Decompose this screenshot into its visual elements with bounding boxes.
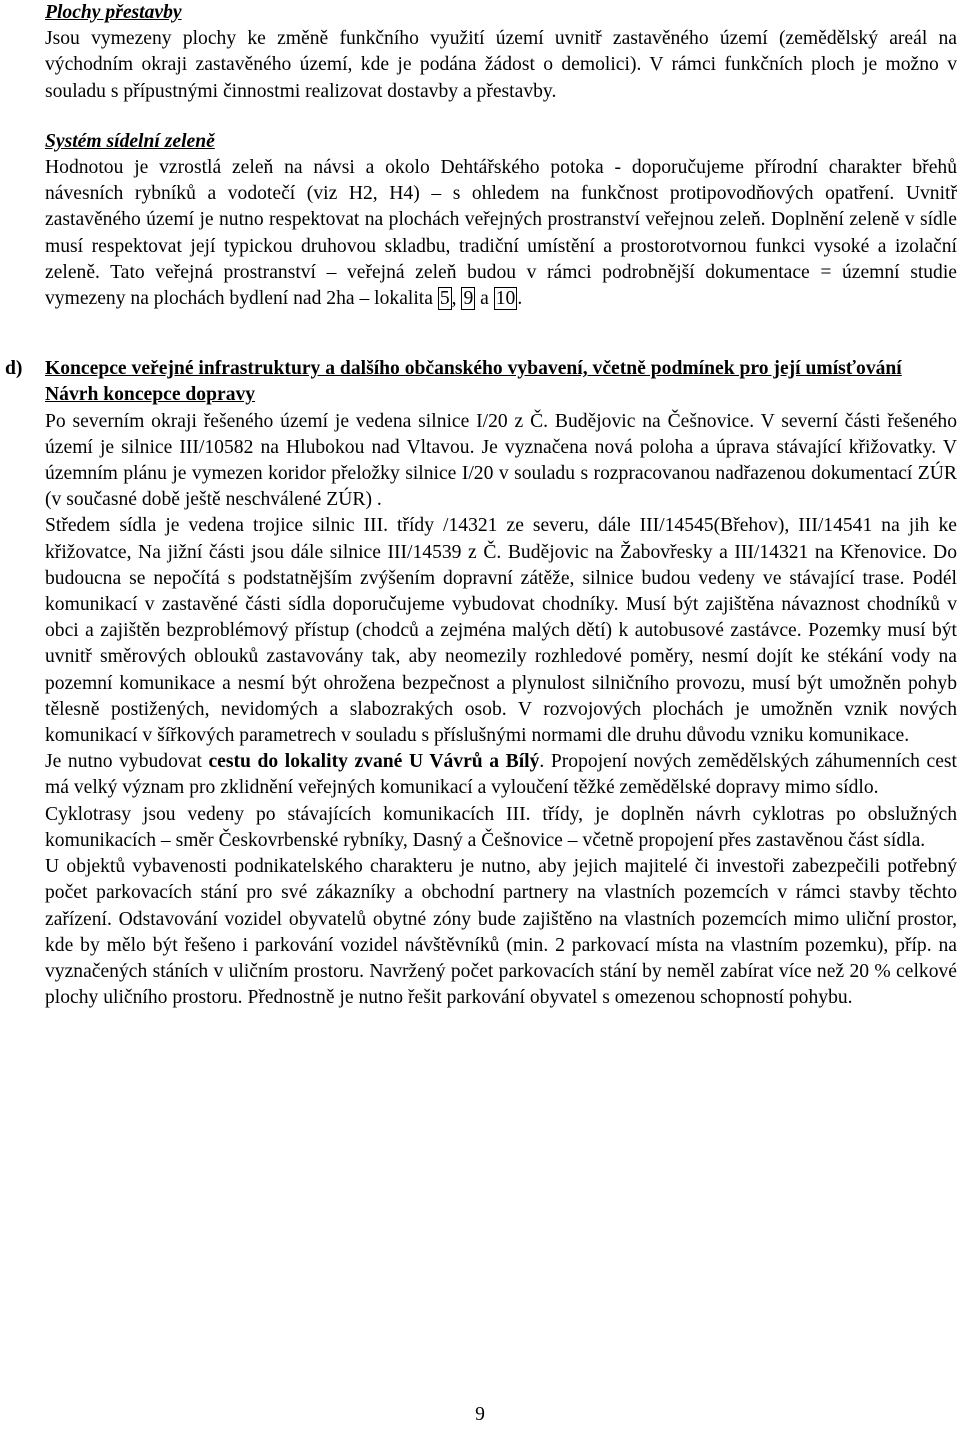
section-d — [5, 356, 957, 1011]
paragraph: Hodnotou je vzrostlá zeleň na návsi a okolo Dehtářského potoka - doporučujeme přírodní charakter břehů návesních rybníků a vodotečí (viz H2, H4) – s ohledem na funkčnost protipovodňových opatření. Uvnitř zastavěného území je nutno respektovat na plochách veřejných prostranství veřejnou zeleň. Doplnění zeleně v sídle musí respektovat její typickou druhovou skladbu, tradiční umístění a prostorotvornou funkci vysoké a izolační zeleně. Tato veřejná prostranství – veřejná zeleň budou v rámci podrobnější dokumentace = územní studie vymezeny na plochách bydlení nad 2ha – lokalita — [45, 157, 957, 310]
section-plochy-prestavby — [45, 0, 957, 105]
section-heading: Koncepce veřejné infrastruktury a dalšího občanského vybavení, včetně podmínek pro její umísťování — [45, 358, 902, 380]
locality-ref-5: 5 — [439, 288, 450, 310]
paragraph: Po severním okraji řešeného území je vedena silnice I/20 z Č. Budějovic na Češnovice. V severní části řešeného území je silnice III/10582 na Hlubokou nad Vltavou. Je vyznačena nová poloha a úprava stávající křižovatky. V územním plánu je vymezen koridor přeložky silnice I/20 v souladu s rozpracovanou nadřazenou dokumentací ZÚR (v současné době ještě neschválené ZÚR) . — [45, 410, 957, 511]
bold-phrase: cestu do lokality zvané U Vávrů a Bílý — [208, 751, 540, 773]
page-number: 9 — [475, 1404, 485, 1425]
section-heading: Plochy přestavby — [45, 2, 182, 23]
section-letter: d) — [5, 358, 23, 380]
paragraph: Středem sídla je vedena trojice silnic III. třídy /14321 ze severu, dále III/14545(Břehov), III/14541 na jih ke křižovatce, Na jižní části jsou dále silnice III/14539 z Č. Budějovic na Žabovřesky a III/14321 na Křenovice. Do budoucna se nepočítá s podstatnějším zvýšením dopravní zátěže, silnice budou vedeny ve stávající trase. Podél komunikací v zastavěné části sídla doporučujeme vybudovat chodníky. Musí být zajištěna návaznost chodníků v obci a zajištěn bezproblémový přístup (chodců a zejména malých dětí) k autobusové zastávce. Pozemky musí být uvnitř směrových oblouků zastavovány tak, aby neomezily rozhledové poměry, nesmí dojít ke stékání vody na pozemní komunikace a nesmí být ohrožena bezpečnost a plynulost silničního provozu, musí být umožněn pohyb tělesně postižených, nevidomých a slabozrakých osob. V rozvojových plochách je umožněn vznik nových komunikací v šířkových parametrech v souladu s příslušnými normami dle druhu důvodu vzniku komunikace. — [45, 515, 957, 747]
locality-ref-10: 10 — [495, 288, 516, 310]
paragraph: Je nutno vybudovat cestu do lokality zvané U Vávrů a Bílý. Propojení nových zemědělských záhumenních cest má velký význam pro zklidnění veřejných komunikací a vyloučení těžké zemědělské dopravy mimo sídlo. — [45, 751, 957, 799]
locality-ref-9: 9 — [463, 288, 474, 310]
section-heading: Systém sídelní zeleně — [45, 130, 215, 152]
paragraph: U objektů vybavenosti podnikatelského charakteru je nutno, aby jejich majitelé či investoři zabezpečili potřebný počet parkovacích stání pro své zákazníky a obchodní partnery na vlastních pozemcích v rámci stavby těchto zařízení. Odstavování vozidel obyvatelů obytné zóny bude zajištěno na vlastních pozemcích mimo uliční prostor, kde by mělo být řešeno i parkování vozidel návštěvníků (min. 2 parkovací místa na vlastním pozemku), příp. na vyznačených stáních v uličním prostoru. Navržený počet parkovacích stání by neměl zabírat více než 20 % celkové plochy uličního prostoru. Přednostně je nutno řešit parkování obyvatel s omezenou schopností pohybu. — [45, 856, 957, 1009]
paragraph: Cyklotrasy jsou vedeny po stávajících komunikacích III. třídy, je doplněn návrh cyklotras po obslužných komunikacích – směr Českovrbenské rybníky, Dasný a Češnovice – včetně propojení přes zastavěnou část sídla. — [45, 803, 957, 851]
document-page — [5, 0, 957, 1011]
paragraph: Jsou vymezeny plochy ke změně funkčního využití území uvnitř zastavěného území (zemědělský areál na východním okraji zastavěného území, kde je podána žádost o demolici). V rámci funkčních ploch je možno v souladu s přípustnými činnostmi realizovat dostavby a přestavby. — [45, 28, 957, 102]
subsection-heading: Návrh koncepce dopravy — [45, 384, 256, 406]
section-system-sidelni-zelene: Systém sídelní zeleně Hodnotou je vzrostlá zeleň na návsi a okolo Dehtářského potoka - doporučujeme přírodní charakter břehů návesních rybníků a vodotečí (viz H2, H4) – s ohledem na funkčnost protipovodňových opatření. Uvnitř zastavěného území je nutno respektovat na plochách veřejných prostranství veřejnou zeleň. Doplnění zeleně v sídle musí respektovat její typickou druhovou skladbu, tradiční umístění a prostorotvornou funkci vysoké a izolační zeleně. Tato veřejná prostranství – veřejná zeleň budou v rámci podrobnější dokumentace = územní studie vymezeny na plochách bydlení nad 2ha – lokalita 5 , 9 a 10 . — [45, 130, 957, 310]
